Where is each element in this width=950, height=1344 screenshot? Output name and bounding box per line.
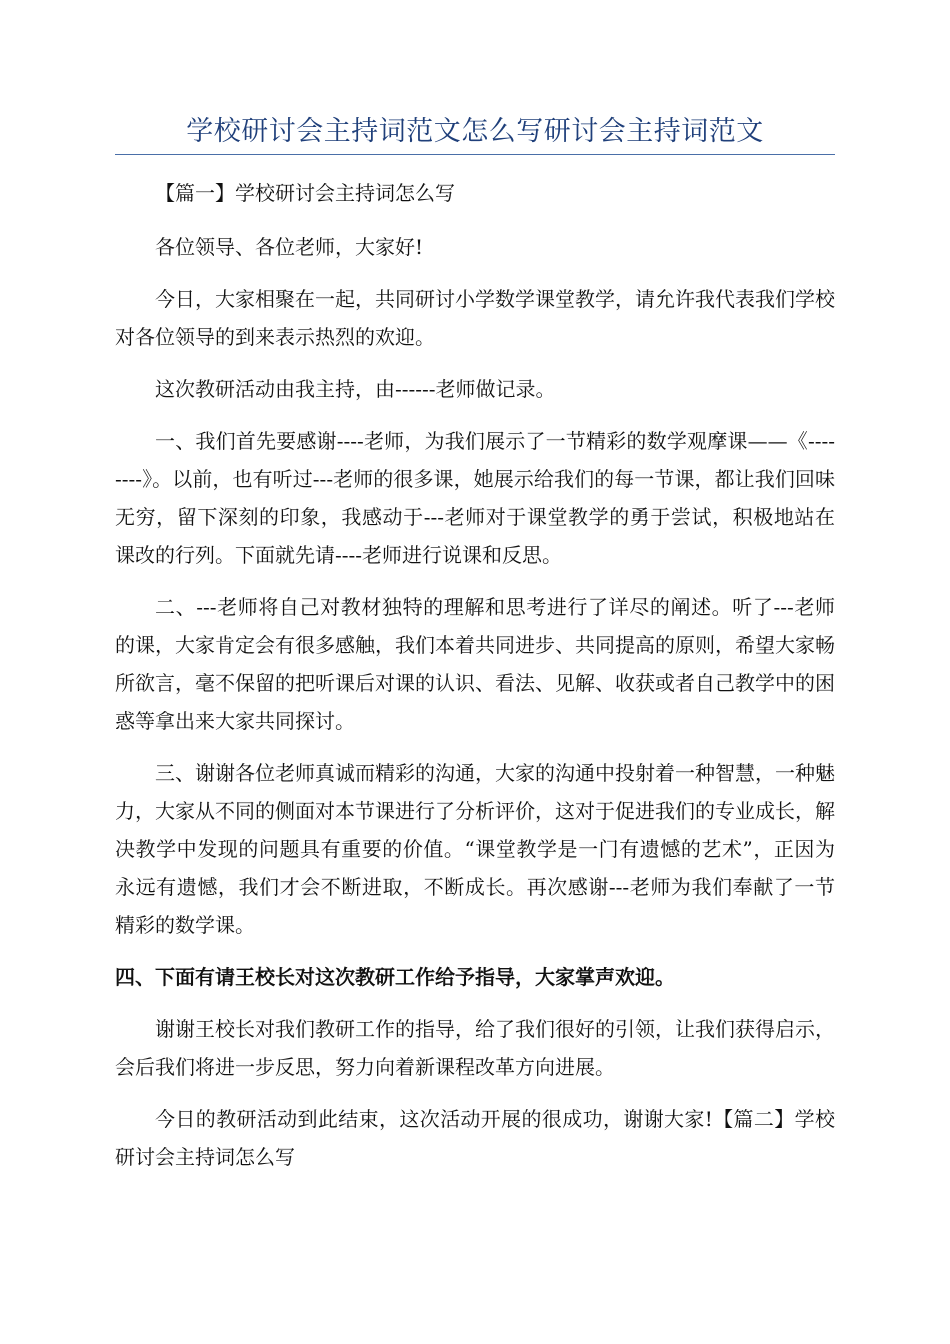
section-two-paragraph: 二、---老师将自己对教材独特的理解和思考进行了详尽的阐述。听了---老师的课，大家肯定会有很多感触，我们本着共同进步、共同提高的原则，希望大家畅所欲言，毫不保留的把听课后对课的认识、看法、见解、收获或者自己教学中的困惑等拿出来大家共同探讨。	[115, 595, 835, 733]
section-four-heading: 四、下面有请王校长对这次教研工作给予指导，大家掌声欢迎。	[115, 965, 675, 989]
greeting-paragraph: 各位领导、各位老师，大家好!	[155, 235, 424, 259]
title-underline	[115, 154, 835, 155]
section-one-paragraph: 一、我们首先要感谢----老师，为我们展示了一节精彩的数学观摩课——《--------》。以前，也有听过---老师的很多课，她展示给我们的每一节课，都让我们回味无穷，留下深刻的印象，我感动于---老师对于课堂教学的勇于尝试，积极地站在课改的行列。下面就先请----老师进行说课和反思。	[115, 429, 835, 567]
document-title: 学校研讨会主持词范文怎么写研讨会主持词范文	[186, 116, 764, 147]
host-paragraph: 这次教研活动由我主持，由------老师做记录。	[155, 377, 556, 401]
thanks-principal-paragraph: 谢谢王校长对我们教研工作的指导，给了我们很好的引领，让我们获得启示，会后我们将进一步反思，努力向着新课程改革方向进展。	[115, 1017, 835, 1079]
welcome-paragraph: 今日，大家相聚在一起，共同研讨小学数学课堂教学，请允许我代表我们学校对各位领导的到来表示热烈的欢迎。	[115, 287, 835, 349]
closing-paragraph: 今日的教研活动到此结束，这次活动开展的很成功，谢谢大家!【篇二】学校研讨会主持词怎么写	[115, 1107, 835, 1169]
section-three-paragraph: 三、谢谢各位老师真诚而精彩的沟通，大家的沟通中投射着一种智慧，一种魅力，大家从不同的侧面对本节课进行了分析评价，这对于促进我们的专业成长，解决教学中发现的问题具有重要的价值。“课堂教学是一门有遗憾的艺术”，正因为永远有遗憾，我们才会不断进取，不断成长。再次感谢---老师为我们奉献了一节精彩的数学课。	[115, 761, 835, 937]
document-body	[115, 174, 835, 1190]
section-heading-part-one: 【篇一】学校研讨会主持词怎么写	[155, 181, 455, 205]
